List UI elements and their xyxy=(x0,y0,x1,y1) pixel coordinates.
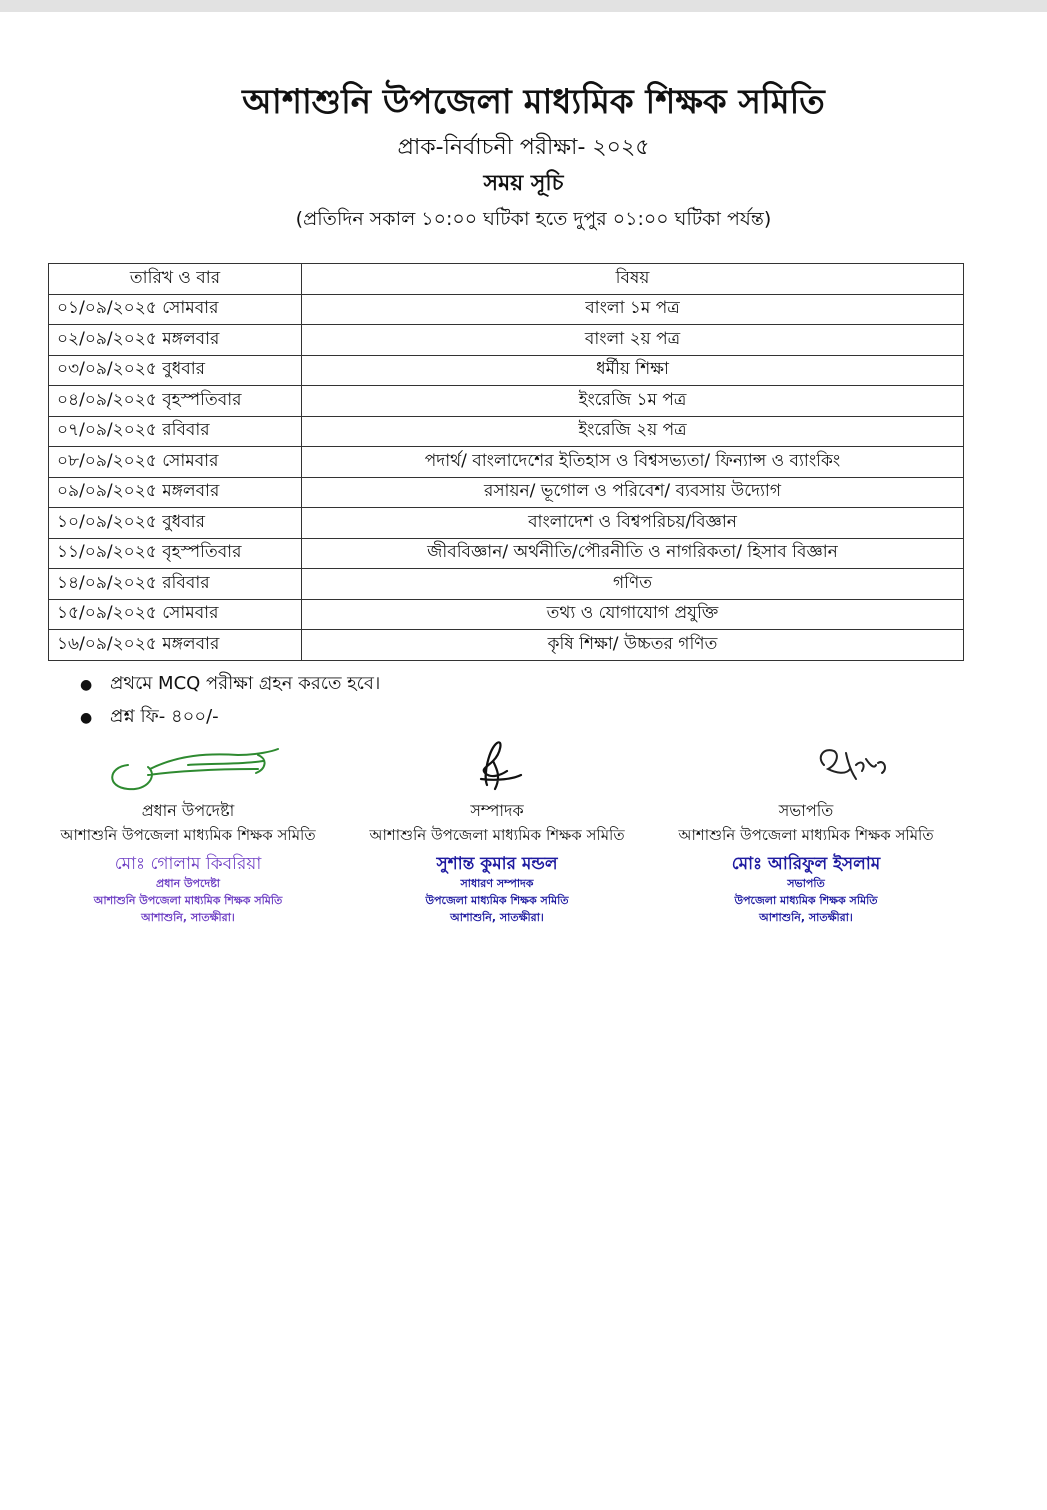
schedule-heading: সময় সূচি xyxy=(483,171,564,196)
signatory-org: আশাশুনি উপজেলা মাধ্যমিক শিক্ষক সমিতি xyxy=(369,826,625,844)
seal-name: মোঃ আরিফুল ইসলাম xyxy=(731,854,881,874)
row-date: ০২/০৯/২০২৫ মঙ্গলবার xyxy=(49,325,302,356)
seal-name: মোঃ গোলাম কিবরিয়া xyxy=(114,854,262,874)
exam-name: প্রাক-নির্বাচনী পরীক্ষা- ২০২৫ xyxy=(397,135,650,160)
date-column-header: তারিখ ও বার xyxy=(49,264,302,295)
seal-name: সুশান্ত কুমার মন্ডল xyxy=(436,854,558,874)
row-date: ১৪/০৯/২০২৫ রবিবার xyxy=(49,569,302,600)
row-date: ১১/০৯/২০২৫ বৃহস্পতিবার xyxy=(49,538,302,569)
seal-address: আশাশুনি, সাতক্ষীরা। xyxy=(141,911,235,924)
row-subject: বাংলাদেশ ও বিশ্বপরিচয়/বিজ্ঞান xyxy=(302,508,964,539)
signatory-role: সম্পাদক xyxy=(470,801,524,820)
seal-organization: উপজেলা মাধ্যমিক শিক্ষক সমিতি xyxy=(425,894,569,907)
table-row xyxy=(49,386,964,417)
table-row xyxy=(49,416,964,447)
seal-address: আশাশুনি, সাতক্ষীরা। xyxy=(450,911,544,924)
row-date: ০১/০৯/২০২৫ সোমবার xyxy=(49,294,302,325)
signatory-secretary xyxy=(337,735,657,926)
table-row xyxy=(49,599,964,630)
row-date: ০৪/০৯/২০২৫ বৃহস্পতিবার xyxy=(49,386,302,417)
table-row xyxy=(49,630,964,661)
note-mcq: প্রথমে MCQ পরীক্ষা গ্রহন করতে হবে। xyxy=(110,673,381,694)
row-subject: রসায়ন/ ভূগোল ও পরিবেশ/ ব্যবসায় উদ্যোগ xyxy=(302,477,964,508)
signature-icon xyxy=(706,735,906,797)
table-row xyxy=(49,355,964,386)
table-row xyxy=(49,294,964,325)
table-row xyxy=(49,325,964,356)
row-subject: পদার্থ/ বাংলাদেশের ইতিহাস ও বিশ্বসভ্যতা/ ফিন্যান্স ও ব্যাংকিং xyxy=(302,447,964,478)
signatory-president xyxy=(646,735,966,926)
note-fee: প্রশ্ন ফি- ৪০০/- xyxy=(110,706,219,727)
row-subject: বাংলা ১ম পত্র xyxy=(302,294,964,325)
seal-designation: প্রধান উপদেষ্টা xyxy=(156,877,220,890)
exam-routine-table xyxy=(48,263,964,661)
row-date: ১৫/০৯/২০২৫ সোমবার xyxy=(49,599,302,630)
bullet-icon: ● xyxy=(80,710,93,726)
signatory-role: প্রধান উপদেষ্টা xyxy=(141,801,235,820)
row-subject: জীববিজ্ঞান/ অর্থনীতি/পৌরনীতি ও নাগরিকতা/ হিসাব বিজ্ঞান xyxy=(302,538,964,569)
table-row xyxy=(49,569,964,600)
document-header xyxy=(0,78,1047,236)
seal-address: আশাশুনি, সাতক্ষীরা। xyxy=(759,911,853,924)
table-header-row xyxy=(49,264,964,295)
row-subject: ইংরেজি ২য় পত্র xyxy=(302,416,964,447)
signatory-chief-advisor xyxy=(28,735,348,926)
row-subject: গণিত xyxy=(302,569,964,600)
row-date: ০৯/০৯/২০২৫ মঙ্গলবার xyxy=(49,477,302,508)
row-subject: কৃষি শিক্ষা/ উচ্চতর গণিত xyxy=(302,630,964,661)
official-seal xyxy=(337,853,657,926)
exam-time-note: (প্রতিদিন সকাল ১০:০০ ঘটিকা হতে দুপুর ০১:০০ ঘটিকা পর্যন্ত) xyxy=(295,208,772,230)
row-date: ০৩/০৯/২০২৫ বুধবার xyxy=(49,355,302,386)
row-date: ১০/০৯/২০২৫ বুধবার xyxy=(49,508,302,539)
row-date: ১৬/০৯/২০২৫ মঙ্গলবার xyxy=(49,630,302,661)
official-seal xyxy=(28,853,348,926)
row-subject: বাংলা ২য় পত্র xyxy=(302,325,964,356)
list-item xyxy=(80,668,380,701)
signatory-org: আশাশুনি উপজেলা মাধ্যমিক শিক্ষক সমিতি xyxy=(678,826,934,844)
seal-organization: উপজেলা মাধ্যমিক শিক্ষক সমিতি xyxy=(734,894,878,907)
official-seal xyxy=(646,853,966,926)
seal-designation: সভাপতি xyxy=(787,877,825,890)
signatory-role: সভাপতি xyxy=(778,801,834,820)
list-item xyxy=(80,701,380,734)
row-date: ০৮/০৯/২০২৫ সোমবার xyxy=(49,447,302,478)
signature-icon xyxy=(88,735,288,797)
document-title: আশাশুনি উপজেলা মাধ্যমিক শিক্ষক সমিতি xyxy=(242,82,825,122)
table-row xyxy=(49,538,964,569)
table-row xyxy=(49,477,964,508)
row-subject: ইংরেজি ১ম পত্র xyxy=(302,386,964,417)
notes-list xyxy=(80,668,380,734)
top-bar xyxy=(0,0,1047,12)
seal-organization: আশাশুনি উপজেলা মাধ্যমিক শিক্ষক সমিতি xyxy=(93,894,283,907)
signature-icon xyxy=(397,735,597,797)
table-row xyxy=(49,508,964,539)
signatory-org: আশাশুনি উপজেলা মাধ্যমিক শিক্ষক সমিতি xyxy=(60,826,316,844)
row-date: ০৭/০৯/২০২৫ রবিবার xyxy=(49,416,302,447)
row-subject: তথ্য ও যোগাযোগ প্রযুক্তি xyxy=(302,599,964,630)
table-row xyxy=(49,447,964,478)
seal-designation: সাধারণ সম্পাদক xyxy=(460,877,534,890)
bullet-icon: ● xyxy=(80,677,93,693)
row-subject: ধর্মীয় শিক্ষা xyxy=(302,355,964,386)
subject-column-header: বিষয় xyxy=(302,264,964,295)
